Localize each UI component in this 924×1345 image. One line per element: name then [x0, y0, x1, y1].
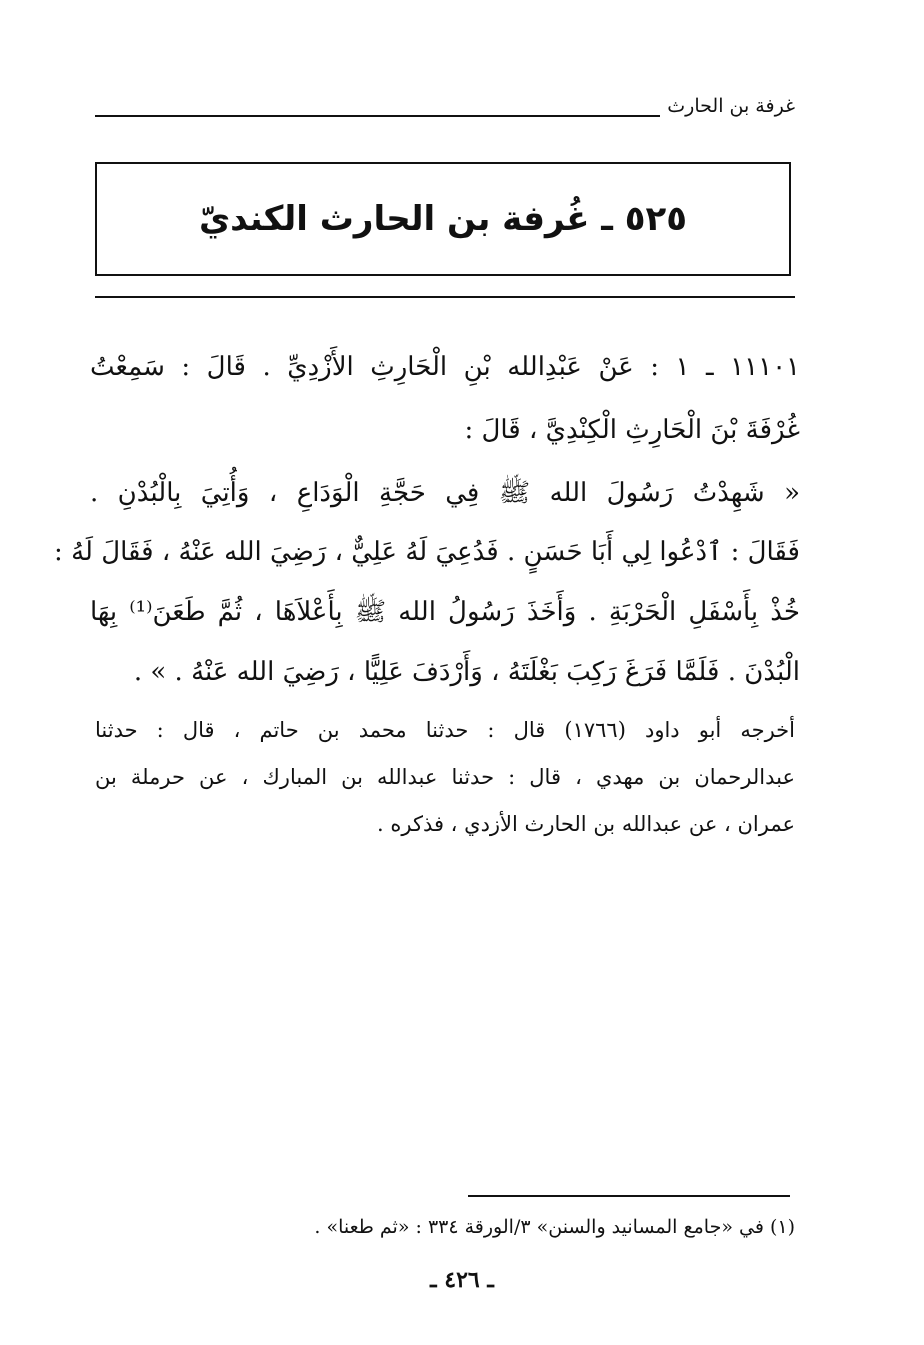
hadith-line: ١١١٠١ ـ ١ : عَنْ عَبْدِالله بْنِ الْحَارِثِ الأَزْدِيِّ . قَالَ : سَمِعْتُ — [90, 352, 800, 382]
title-rule — [95, 296, 795, 298]
takhrij-line: أخرجه أبو داود (١٧٦٦) قال : حدثنا محمد بن حاتم ، قال : حدثنا — [95, 718, 795, 742]
takhrij-line: عمران ، عن عبدالله بن الحارث الأزدي ، فذكره . — [377, 812, 795, 836]
chapter-title: ٥٢٥ ـ غُرفة بن الحارث الكنديّ — [199, 199, 687, 239]
running-header — [95, 88, 795, 128]
hadith-line: الْبُدْنَ . فَلَمَّا فَرَغَ رَكِبَ بَغْلَتَهُ ، وَأَرْدَفَ عَلِيًّا ، رَضِيَ الله عَنْهُ . » . — [133, 657, 800, 687]
hadith-line: خُذْ بِأَسْفَلِ الْحَرْبَةِ . وَأَخَذَ رَسُولُ الله ﷺ بِأَعْلاَهَا ، ثُمَّ طَعَنَ⁽¹⁾ بِهَا — [90, 597, 801, 627]
page-number: ـ ٤٢٦ ـ — [430, 1267, 494, 1293]
footnote: (١) في «جامع المسانيد والسنن» ٣/الورقة ٣٣٤ : «ثم طعنا» . — [314, 1216, 795, 1238]
hadith-line: « شَهِدْتُ رَسُولَ الله ﷺ فِي حَجَّةِ الْوَدَاعِ ، وَأُتِيَ بِالْبُدْنِ . — [90, 478, 800, 508]
chapter-title-box — [95, 162, 791, 276]
header-rule — [95, 115, 660, 117]
takhrij-line: عبدالرحمان بن مهدي ، قال : حدثنا عبدالله بن المبارك ، عن حرملة بن — [95, 765, 795, 789]
hadith-line: غُرْفَةَ بْنَ الْحَارِثِ الْكِنْدِيَّ ، قَالَ : — [464, 415, 800, 445]
running-title: غرفة بن الحارث — [667, 95, 795, 117]
footnote-rule — [468, 1195, 790, 1197]
hadith-line: فَقَالَ : ٱدْعُوا لِي أَبَا حَسَنٍ . فَدُعِيَ لَهُ عَلِيٌّ ، رَضِيَ الله عَنْهُ ، فَقَالَ لَهُ : — [54, 537, 800, 567]
